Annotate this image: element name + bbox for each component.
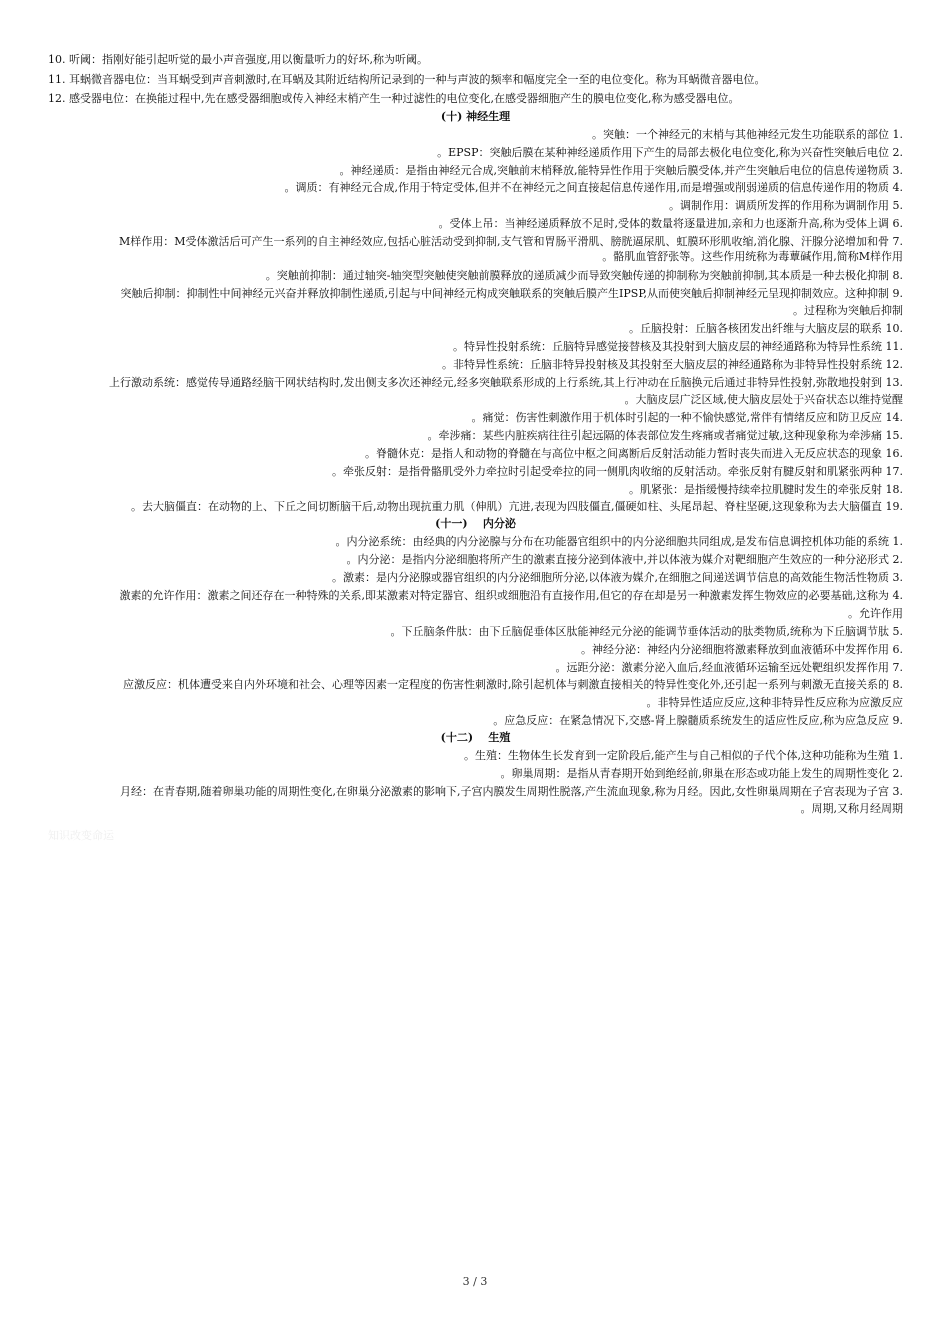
definition-line: .3 月经：在青春期,随着卵巢功能的周期性变化,在卵巢分泌激素的影响下,子宫内膜发生周期性脱落,产生流血现象,称为月经。因此,女性卵巢周期在子宫表现为子宫 [120, 785, 903, 798]
definition-line: 11. 耳蜗微音器电位：当耳蜗受到声音刺激时,在耳蜗及其附近结构所记录到的一种与声波的频率和幅度完全一至的电位变化。称为耳蜗微音器电位。 [48, 73, 766, 86]
definition-line: .1 突触：一个神经元的末梢与其他神经元发生功能联系的部位。 [592, 128, 903, 141]
definition-line: .6 神经分泌：神经内分泌细胞将激素释放到血液循环中发挥作用。 [581, 643, 903, 656]
definition-line: .8 应激反应：机体遭受来自内外环境和社会、心理等因素一定程度的伤害性刺激时,除引起机体与刺激直接相关的特异性变化外,还引起一系列与刺激无直接关系的 [123, 678, 903, 691]
definition-line: .8 突触前抑制：通过轴突-轴突型突触使突触前膜释放的递质减少而导致突触传递的抑制称为突触前抑制,其本质是一种去极化抑制。 [265, 269, 903, 282]
definition-line: .7 远距分泌：激素分泌入血后,经血液循环运输至远处靶组织发挥作用。 [555, 661, 903, 674]
definition-continuation: 非特异性适应反应,这种非特异性反应称为应激反应。 [646, 696, 903, 709]
definition-line: .12 非特异性系统：丘脑非特异投射核及其投射至大脑皮层的神经通路称为非特异性投射系统。 [442, 358, 903, 371]
definition-line: .10 丘脑投射：丘脑各核团发出纤维与大脑皮层的联系。 [629, 322, 903, 335]
definition-line: .5 调制作用：调质所发挥的作用称为调制作用。 [669, 199, 903, 212]
definition-line: .18 肌紧张：是指缓慢持续牵拉肌腱时发生的牵张反射。 [629, 483, 903, 496]
definition-continuation: 周期,又称月经周期。 [800, 802, 903, 815]
definition-continuation: 允许作用。 [848, 607, 903, 620]
section-heading-reproduction: (十二) 生殖 [440, 731, 511, 744]
definition-continuation: 大脑皮层广泛区域,使大脑皮层处于兴奋状态以维持觉醒。 [624, 393, 903, 406]
definition-line: .9 应急反应：在紧急情况下,交感-肾上腺髓质系统发生的适应性反应,称为应急反应。 [493, 714, 903, 727]
definition-line: .7 M样作用：M受体激活后可产生一系列的自主神经效应,包括心脏活动受到抑制,支气管和胃肠平滑肌、膀胱逼尿肌、虹膜环形肌收缩,消化腺、汗腺分泌增加和骨 [118, 235, 903, 248]
definition-continuation: 过程称为突触后抑制。 [793, 304, 903, 317]
definition-line: .15 牵涉痛：某些内脏疾病往往引起远隔的体表部位发生疼痛或者痛觉过敏,这种现象称为牵涉痛。 [427, 429, 903, 442]
definition-continuation: 骼肌血管舒张等。这些作用统称为毒蕈碱作用,简称M样作用。 [602, 250, 903, 263]
definition-line: .1 内分泌系统：由经典的内分泌腺与分布在功能器官组织中的内分泌细胞共同组成,是发布信息调控机体功能的系统。 [335, 535, 903, 548]
definition-line: .16 脊髓休克：是指人和动物的脊髓在与高位中枢之间离断后反射活动能力暂时丧失而进入无反应状态的现象。 [365, 447, 903, 460]
definition-line: .3 激素：是内分泌腺或器官组织的内分泌细胞所分泌,以体液为媒介,在细胞之间递送调节信息的高效能生物活性物质。 [332, 571, 903, 584]
definition-line: .9 突触后抑制：抑制性中间神经元兴奋并释放抑制性递质,引起与中间神经元构成突触联系的突触后膜产生IPSP,从而使突触后抑制神经元呈现抑制效应。这种抑制 [120, 287, 903, 300]
definition-line: .6 受体上吊：当神经递质释放不足时,受体的数量将逐量进加,亲和力也逐渐升高,称为受体上调。 [438, 217, 903, 230]
section-heading-endocrine: (十一) 内分泌 [435, 517, 516, 530]
definition-line: .2 卵巢周期：是指从青春期开始到绝经前,卵巢在形态或功能上发生的周期性变化。 [500, 767, 903, 780]
definition-line: .5 下丘脑条件肽：由下丘脑促垂体区肽能神经元分泌的能调节垂体活动的肽类物质,统称为下丘脑调节肽。 [390, 625, 903, 638]
definition-line: .14 痛觉：伤害性刺激作用于机体时引起的一种不愉快感觉,常伴有情绪反应和防卫反应。 [471, 411, 903, 424]
watermark-text: 知识改变命运 [48, 829, 114, 842]
definition-line: .17 牵张反射：是指骨骼肌受外力牵拉时引起受牵拉的同一侧肌肉收缩的反射活动。牵张反射有腱反射和肌紧张两种。 [332, 465, 903, 478]
definition-line: .2 EPSP：突触后膜在某种神经递质作用下产生的局部去极化电位变化,称为兴奋性突触后电位。 [437, 146, 903, 159]
definition-line: .1 生殖：生物体生长发育到一定阶段后,能产生与自己相似的子代个体,这种功能称为生殖。 [464, 749, 903, 762]
definition-line: .19 去大脑僵直：在动物的上、下丘之间切断脑干后,动物出现抗重力肌（伸肌）亢进,表现为四肢僵直,僵硬如柱、头尾昂起、脊柱坚硬,这现象称为去大脑僵直。 [131, 500, 903, 513]
definition-line: .4 激素的允许作用：激素之间还存在一种特殊的关系,即某激素对特定器官、组织或细胞沿有直接作用,但它的存在却是另一种激素发挥生物效应的必要基础,这称为 [119, 589, 903, 602]
definition-line: .13 上行激动系统：感觉传导通路经脑干网状结构时,发出侧支多次还神经元,经多突触联系形成的上行系统,其上行冲动在丘脑换元后通过非特异性投射,弥散地投射到 [109, 376, 903, 389]
definition-line: .2 内分泌：是指内分泌细胞将所产生的激素直接分泌到体液中,并以体液为媒介对靶细胞产生效应的一种分泌形式。 [346, 553, 903, 566]
definition-line: .11 特异性投射系统：丘脑特异感觉接替核及其投射到大脑皮层的神经通路称为特异性系统。 [453, 340, 903, 353]
definition-line: .3 神经递质：是指由神经元合成,突触前末梢释放,能特异性作用于突触后膜受体,并产生突触后电位的信息传递物质。 [339, 164, 903, 177]
definition-line: 10. 听阈：指刚好能引起听觉的最小声音强度,用以衡量听力的好坏,称为听阈。 [48, 53, 428, 66]
definition-line: 12. 感受器电位：在换能过程中,先在感受器细胞或传入神经末梢产生一种过滤性的电位变化,在感受器细胞产生的膜电位变化,称为感受器电位。 [48, 92, 740, 105]
page-number: 3 / 3 [462, 1275, 488, 1288]
section-heading-neuro: (十) 神经生理 [440, 110, 511, 123]
definition-line: .4 调质：有神经元合成,作用于特定受体,但并不在神经元之间直接起信息传递作用,而是增强或削弱递质的信息传递作用的物质。 [284, 181, 903, 194]
